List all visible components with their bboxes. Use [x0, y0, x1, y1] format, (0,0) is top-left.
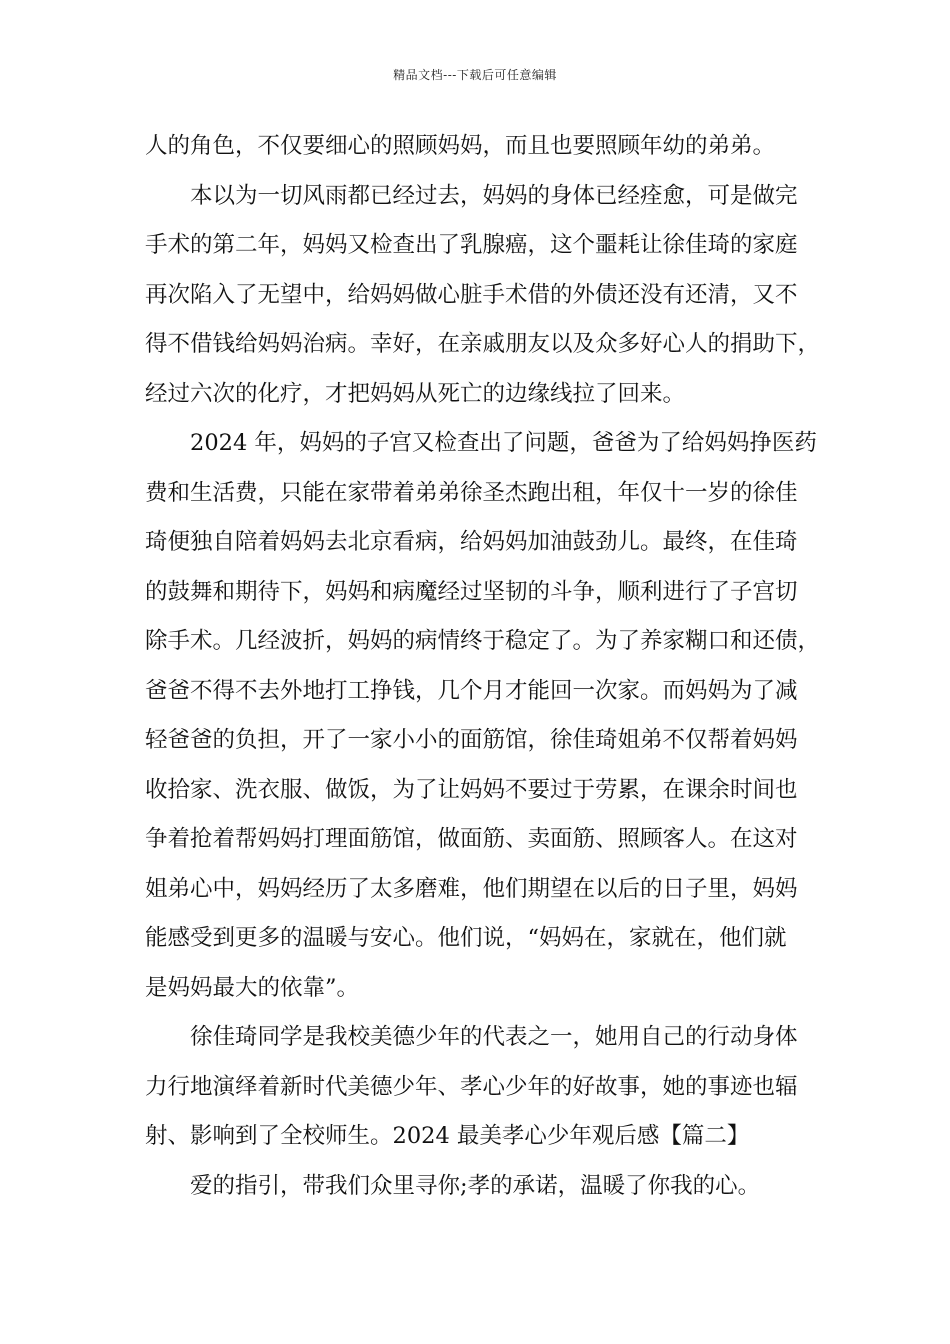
text-line: 2024 年，妈妈的子宫又检查出了问题，爸爸为了给妈妈挣医药 — [190, 430, 817, 456]
text-line: 收拾家、洗衣服、做饭，为了让妈妈不要过于劳累，在课余时间也 — [145, 776, 798, 803]
page-header: 精品文档---下载后可任意编辑 — [393, 68, 557, 82]
text-line: 除手术。几经波折，妈妈的病情终于稳定了。为了养家糊口和还债， — [145, 628, 821, 654]
text-line: 轻爸爸的负担，开了一家小小的面筋馆，徐佳琦姐弟不仅帮着妈妈 — [145, 727, 798, 753]
text-line: 争着抢着帮妈妈打理面筋馆，做面筋、卖面筋、照顾客人。在这对 — [145, 826, 798, 852]
text-line: 姐弟心中，妈妈经历了太多磨难，他们期望在以后的日子里，妈妈 — [145, 875, 798, 902]
text-line: 力行地演绎着新时代美德少年、孝心少年的好故事，她的事迹也辐 — [145, 1073, 798, 1100]
text-line: 手术的第二年，妈妈又检查出了乳腺癌，这个噩耗让徐佳琦的家庭 — [145, 232, 798, 258]
text-line: 琦便独自陪着妈妈去北京看病，给妈妈加油鼓劲儿。最终，在佳琦 — [145, 529, 798, 555]
text-line: 能感受到更多的温暖与安心。他们说，“妈妈在，家就在，他们就 — [145, 925, 787, 951]
text-line: 徐佳琦同学是我校美德少年的代表之一，她用自己的行动身体 — [190, 1024, 798, 1050]
document-body — [145, 122, 825, 1211]
text-line: 爱的指引，带我们众里寻你;孝的承诺，温暖了你我的心。 — [190, 1172, 761, 1199]
text-line: 射、影响到了全校师生。2024 最美孝心少年观后感【篇二】 — [145, 1123, 750, 1149]
text-line: 是妈妈最大的依靠”。 — [145, 974, 360, 1001]
text-line: 的鼓舞和期待下，妈妈和病魔经过坚韧的斗争，顺利进行了子宫切 — [145, 578, 798, 605]
text-line: 费和生活费，只能在家带着弟弟徐圣杰跑出租，年仅十一岁的徐佳 — [145, 479, 798, 506]
text-line: 人的角色，不仅要细心的照顾妈妈，而且也要照顾年幼的弟弟。 — [145, 133, 776, 159]
text-line: 得不借钱给妈妈治病。幸好，在亲戚朋友以及众多好心人的捐助下， — [145, 331, 821, 357]
text-line: 经过六次的化疗，才把妈妈从死亡的边缘线拉了回来。 — [145, 380, 686, 407]
text-line: 本以为一切风雨都已经过去，妈妈的身体已经痊愈，可是做完 — [190, 182, 798, 209]
text-line: 爸爸不得不去外地打工挣钱，几个月才能回一次家。而妈妈为了减 — [145, 677, 798, 704]
text-line: 再次陷入了无望中，给妈妈做心脏手术借的外债还没有还清，又不 — [145, 281, 798, 308]
